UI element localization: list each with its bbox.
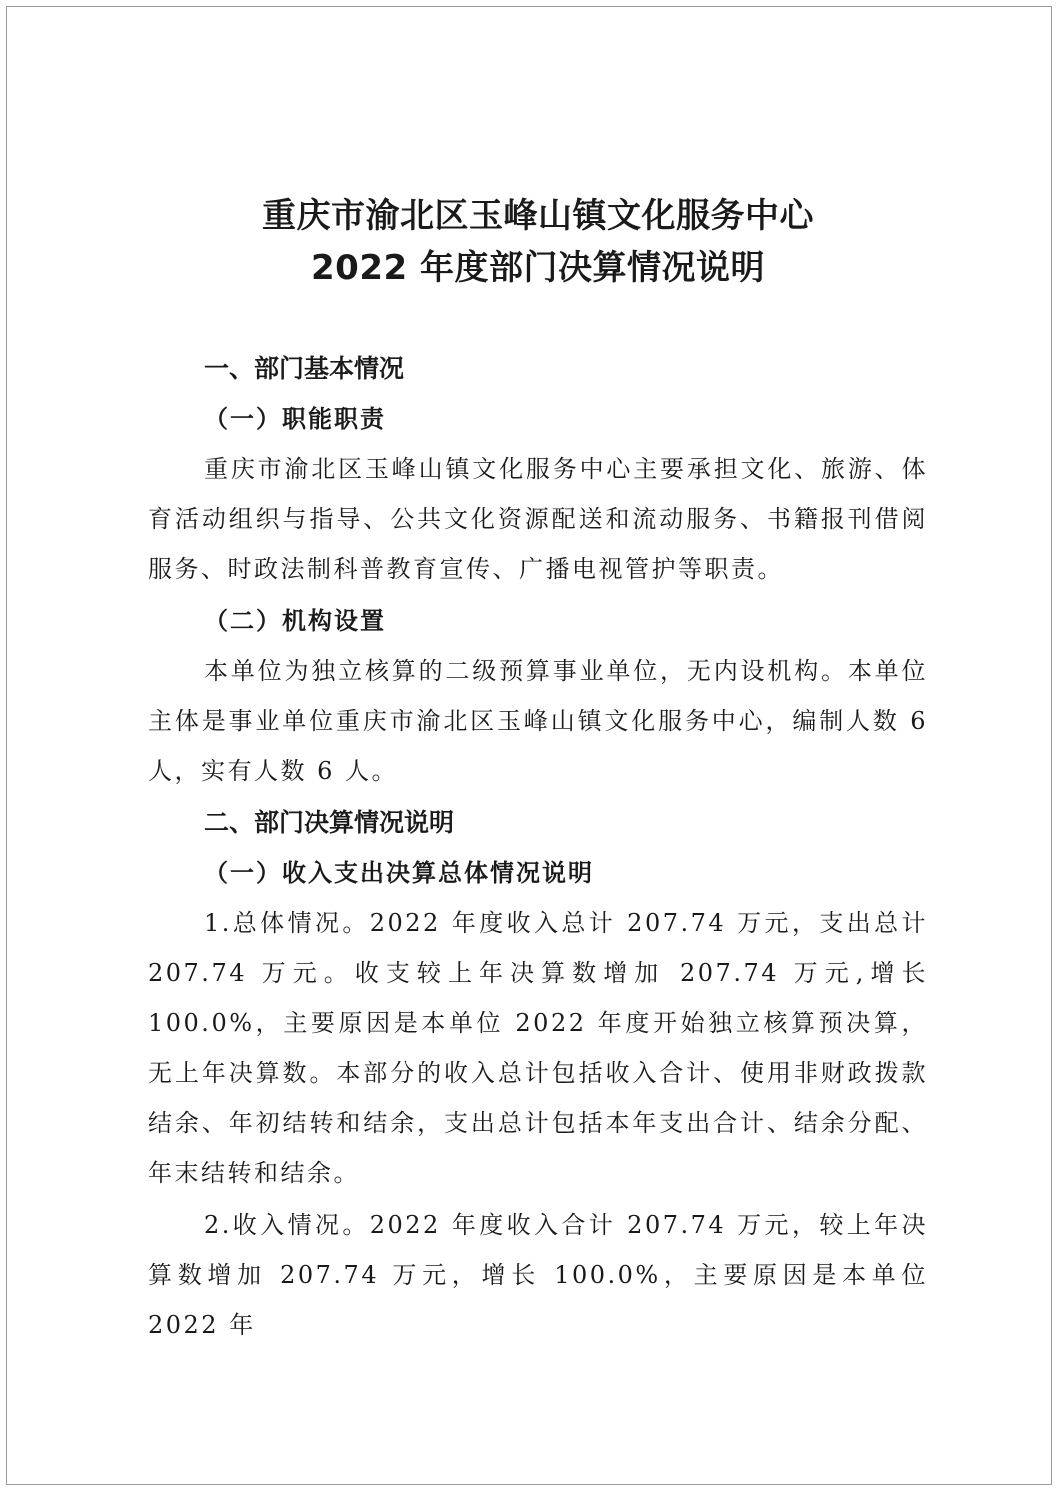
section-1-1-heading: （一）职能职责	[204, 405, 386, 433]
document-title	[148, 190, 928, 294]
section-1-1-paragraph: 重庆市渝北区玉峰山镇文化服务中心主要承担文化、旅游、体育活动组织与指导、公共文化资源配送和流动服务、书籍报刊借阅服务、时政法制科普教育宣传、广播电视管护等职责。	[148, 455, 928, 583]
title-line-1: 重庆市渝北区玉峰山镇文化服务中心	[262, 196, 814, 236]
section-2-1-heading: （一）收入支出决算总体情况说明	[204, 859, 594, 887]
section-1-heading: 一、部门基本情况	[204, 354, 405, 383]
section-2-heading: 二、部门决算情况说明	[204, 808, 455, 837]
section-1-2-heading: （二）机构设置	[204, 607, 386, 635]
title-line-2: 2022 年度部门决算情况说明	[311, 248, 765, 288]
section-1-2-paragraph: 本单位为独立核算的二级预算事业单位，无内设机构。本单位主体是事业单位重庆市渝北区玉峰山镇文化服务中心，编制人数 6 人，实有人数 6 人。	[148, 657, 928, 785]
section-2-1-paragraph-2: 2.收入情况。2022 年度收入合计 207.74 万元，较上年决算数增加 207.74 万元，增长 100.0%，主要原因是本单位 2022 年	[148, 1211, 928, 1339]
document-body	[148, 190, 928, 1352]
section-2-1-paragraph-1: 1.总体情况。2022 年度收入总计 207.74 万元，支出总计 207.74 万元。收支较上年决算数增加 207.74 万元,增长 100.0%，主要原因是本单位 2022 年度开始独立核算预决算，无上年决算数。本部分的收入总计包括收入合计、使用非财政拨款结余、年初结转和结余，支出总计包括本年支出合计、结余分配、年末结转和结余。	[148, 909, 928, 1187]
